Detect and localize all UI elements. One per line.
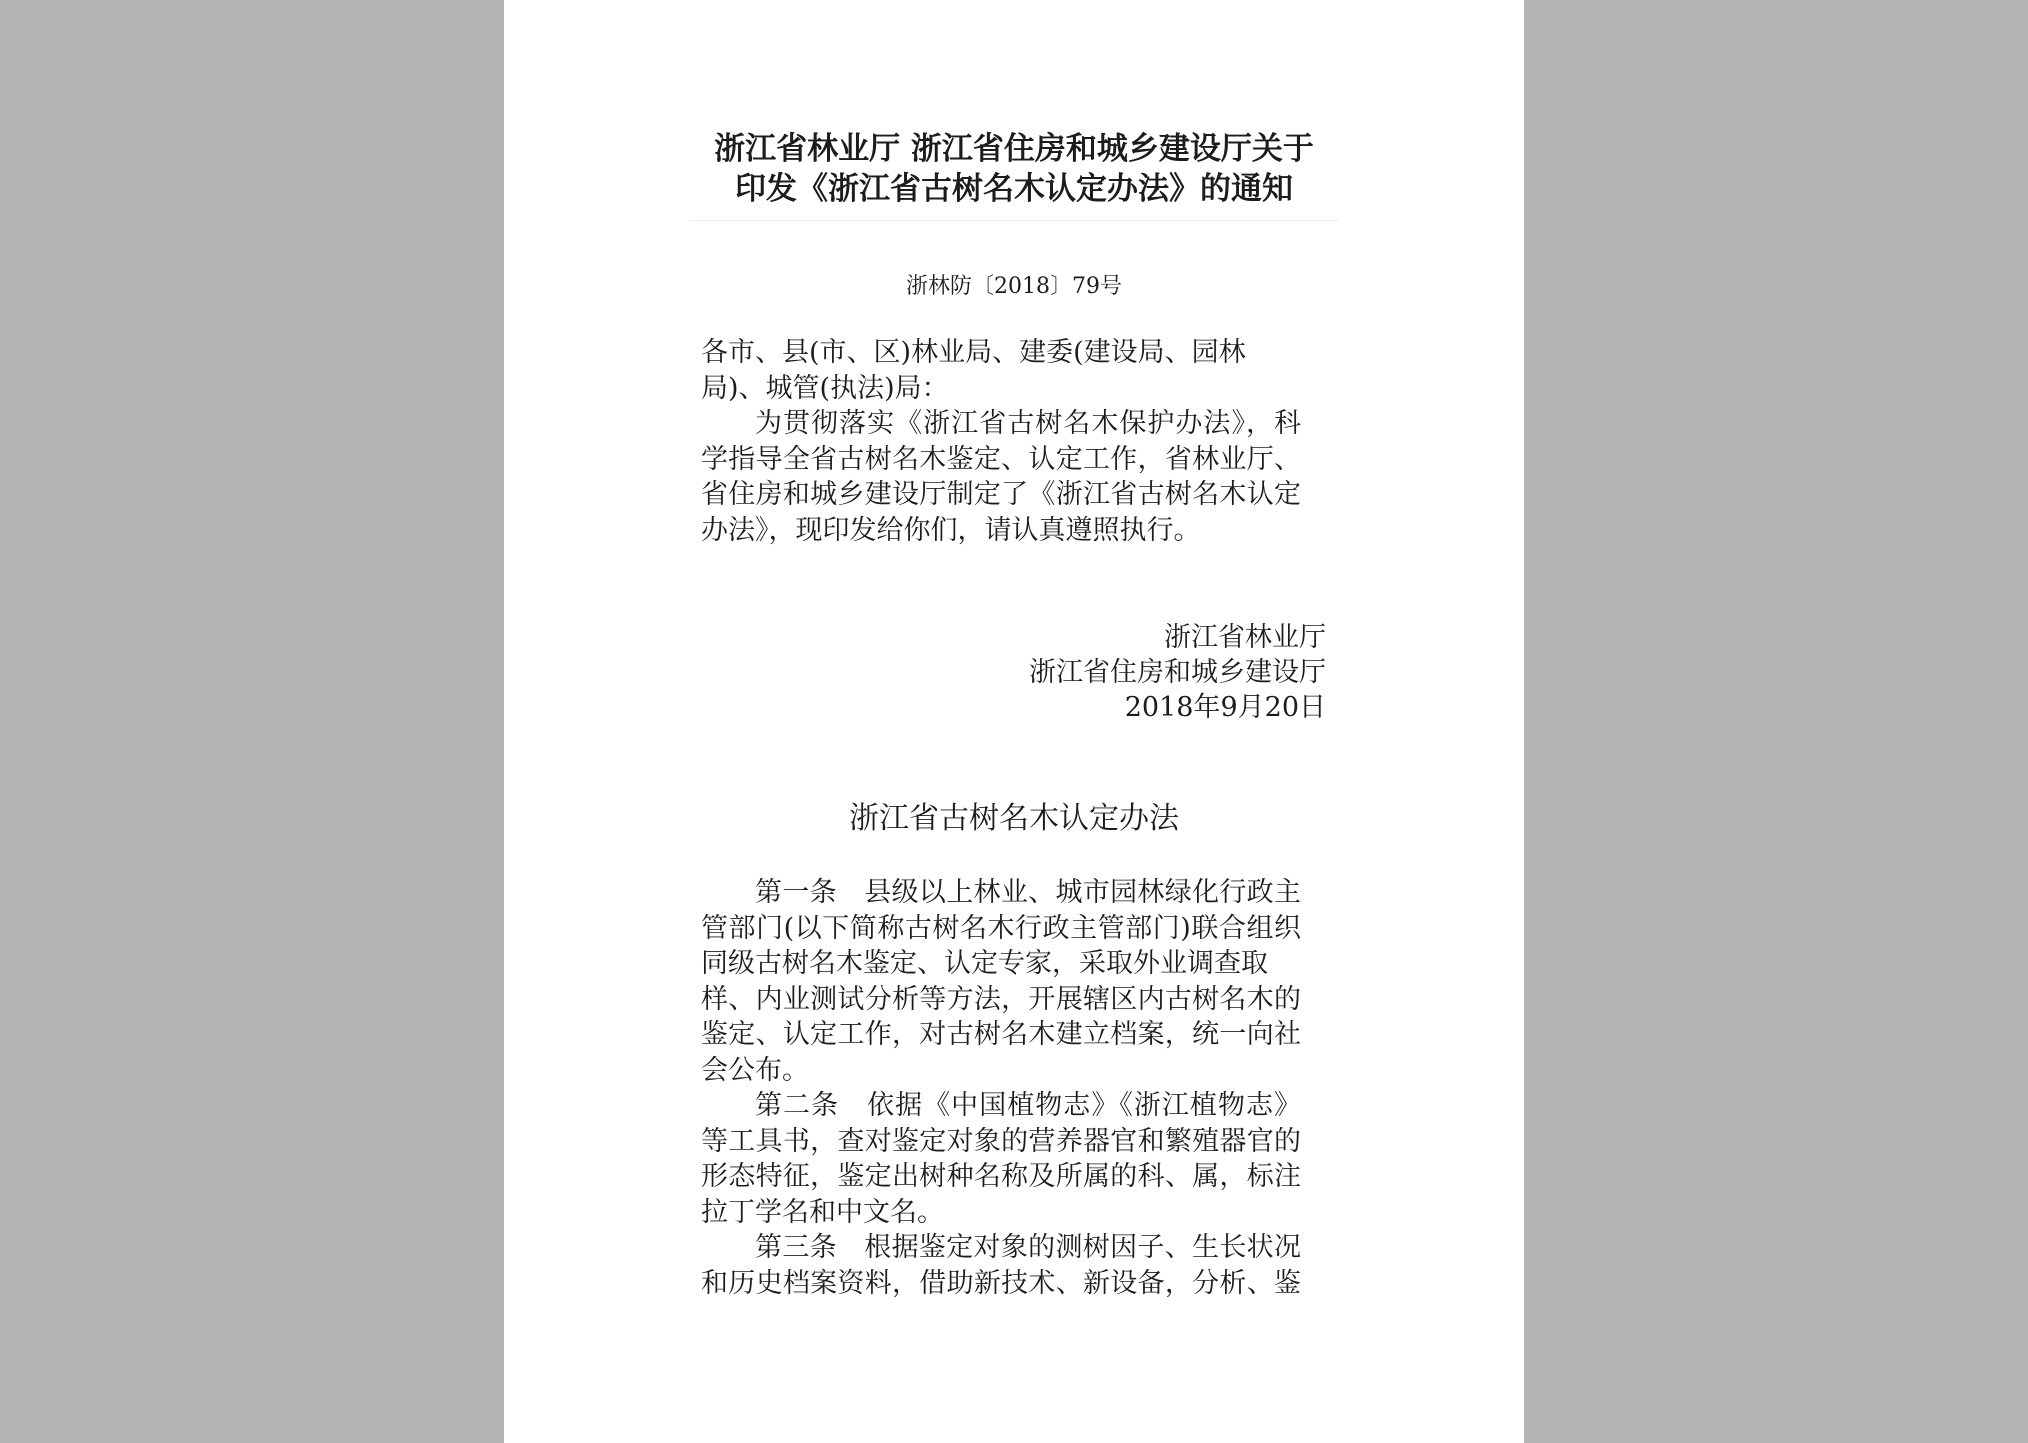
article-line: 鉴定、认定工作，对古树名木建立档案，统一向社 (701, 1019, 1301, 1050)
title-line: 浙江省林业厅 浙江省住房和城乡建设厅关于 (714, 131, 1314, 167)
article-line: 和历史档案资料，借助新技术、新设备，分析、鉴 (701, 1267, 1301, 1299)
notice-line: 局)、城管(执法)局： (701, 372, 949, 404)
notice-line: 为贯彻落实《浙江省古树名木保护办法》，科 (755, 408, 1301, 440)
section-heading: 浙江省古树名木认定办法 (849, 801, 1179, 836)
notice-line: 省住房和城乡建设厅制定了《浙江省古树名木认定 (701, 479, 1301, 511)
signature-issuer: 浙江省林业厅 (1164, 622, 1326, 653)
article-line: 形态特征，鉴定出树种名称及所属的科、属，标注 (701, 1161, 1301, 1192)
signature-issuer: 浙江省住房和城乡建设厅 (1029, 657, 1326, 689)
article-line: 样、内业测试分析等方法，开展辖区内古树名木的 (701, 983, 1301, 1015)
signature-block (1029, 620, 1326, 726)
article-line: 拉丁学名和中文名。 (701, 1196, 944, 1228)
document-number: 浙林防〔2018〕79号 (906, 274, 1122, 299)
document-page (504, 0, 1524, 1443)
article-line: 会公布。 (701, 1054, 809, 1086)
article-line: 同级古树名木鉴定、认定专家，采取外业调查取 (701, 948, 1268, 979)
article-line: 第一条 县级以上林业、城市园林绿化行政主 (755, 877, 1301, 908)
title-divider (689, 220, 1339, 221)
article-line: 第三条 根据鉴定对象的测树因子、生长状况 (755, 1232, 1301, 1263)
notice-line: 办法》，现印发给你们，请认真遵照执行。 (701, 514, 1201, 546)
notice-body (701, 335, 1301, 549)
article-line: 管部门(以下简称古树名木行政主管部门)联合组织 (701, 912, 1301, 944)
document-title (504, 129, 1524, 209)
signature-date: 2018年9月20日 (1124, 692, 1326, 724)
articles-body (701, 875, 1301, 1301)
article-line: 等工具书，查对鉴定对象的营养器官和繁殖器官的 (701, 1125, 1301, 1157)
title-line: 印发《浙江省古树名木认定办法》的通知 (735, 171, 1293, 207)
notice-line: 学指导全省古树名木鉴定、认定工作，省林业厅、 (701, 443, 1301, 475)
notice-line: 各市、县(市、区)林业局、建委(建设局、园林 (701, 337, 1246, 368)
article-line: 第二条 依据《中国植物志》《浙江植物志》 (755, 1090, 1301, 1121)
